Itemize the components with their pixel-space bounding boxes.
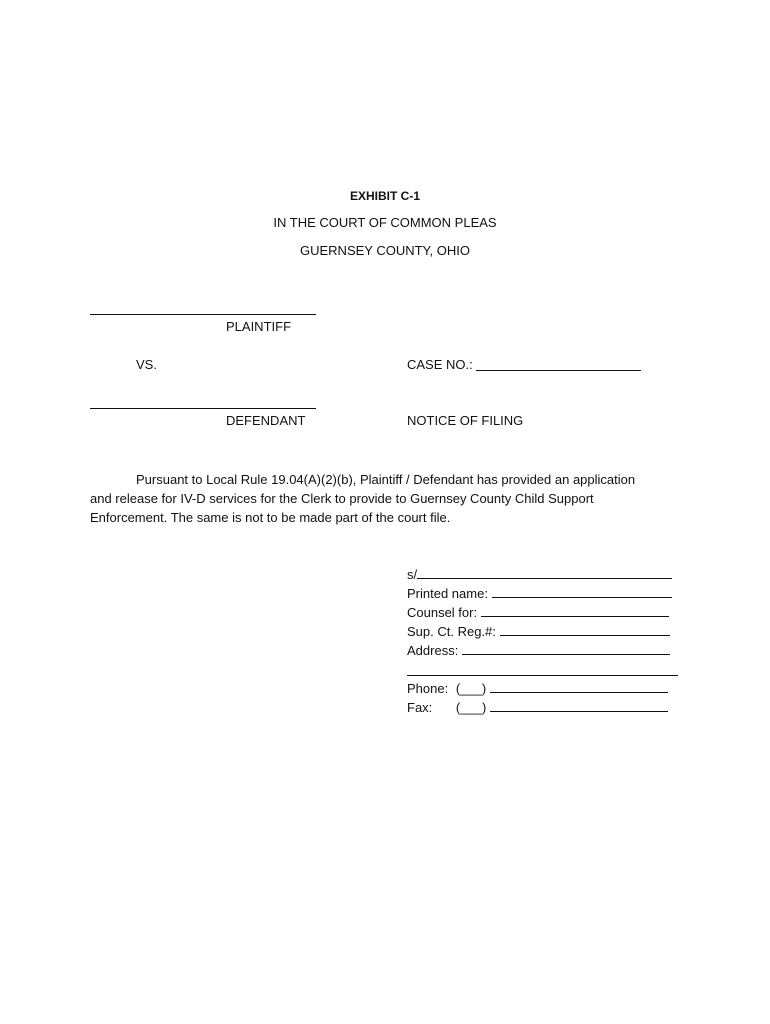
plaintiff-label: PLAINTIFF [226,319,292,334]
address-row [407,641,670,660]
printed-name-label: Printed name: [407,586,488,601]
address-line-1[interactable] [462,642,670,655]
defendant-label: DEFENDANT [226,413,306,428]
plaintiff-name-line[interactable] [90,314,316,315]
sup-ct-reg-line[interactable] [500,623,670,636]
printed-name-row [407,584,672,603]
fax-line[interactable] [490,699,668,712]
vs-label: VS. [136,357,157,372]
paragraph-line-2: and release for IV-D services for the Clerk to provide to Guernsey County Child Support [90,491,594,506]
fax-area-code: (___) [455,700,487,715]
notice-of-filing-title: NOTICE OF FILING [407,413,524,428]
court-name: IN THE COURT OF COMMON PLEAS [273,215,497,230]
paragraph-line-3: Enforcement. The same is not to be made part of the court file. [90,510,451,525]
paragraph-line-1: Pursuant to Local Rule 19.04(A)(2)(b), Plaintiff / Defendant has provided an application [136,472,636,487]
signature-row [407,565,672,584]
address-label: Address: [407,643,459,658]
fax-label: Fax: [407,700,433,715]
phone-label: Phone: [407,681,449,696]
sup-ct-reg-row [407,622,670,641]
fax-row [407,698,668,717]
signature-label: s/ [407,567,418,582]
counsel-for-line[interactable] [481,604,669,617]
signature-line[interactable] [417,566,672,579]
printed-name-line[interactable] [492,585,672,598]
notice-paragraph [90,470,680,527]
counsel-for-label: Counsel for: [407,605,478,620]
county-name: GUERNSEY COUNTY, OHIO [300,243,470,258]
case-number-label: CASE NO.: [407,357,473,372]
exhibit-title: EXHIBIT C-1 [349,189,420,203]
phone-area-code: (___) [455,681,487,696]
defendant-name-line[interactable] [90,408,316,409]
counsel-for-row [407,603,669,622]
case-number-line[interactable] [476,370,641,371]
phone-row [407,679,668,698]
address-line-2[interactable] [407,675,678,676]
sup-ct-reg-label: Sup. Ct. Reg.#: [407,624,496,639]
phone-line[interactable] [490,680,668,693]
